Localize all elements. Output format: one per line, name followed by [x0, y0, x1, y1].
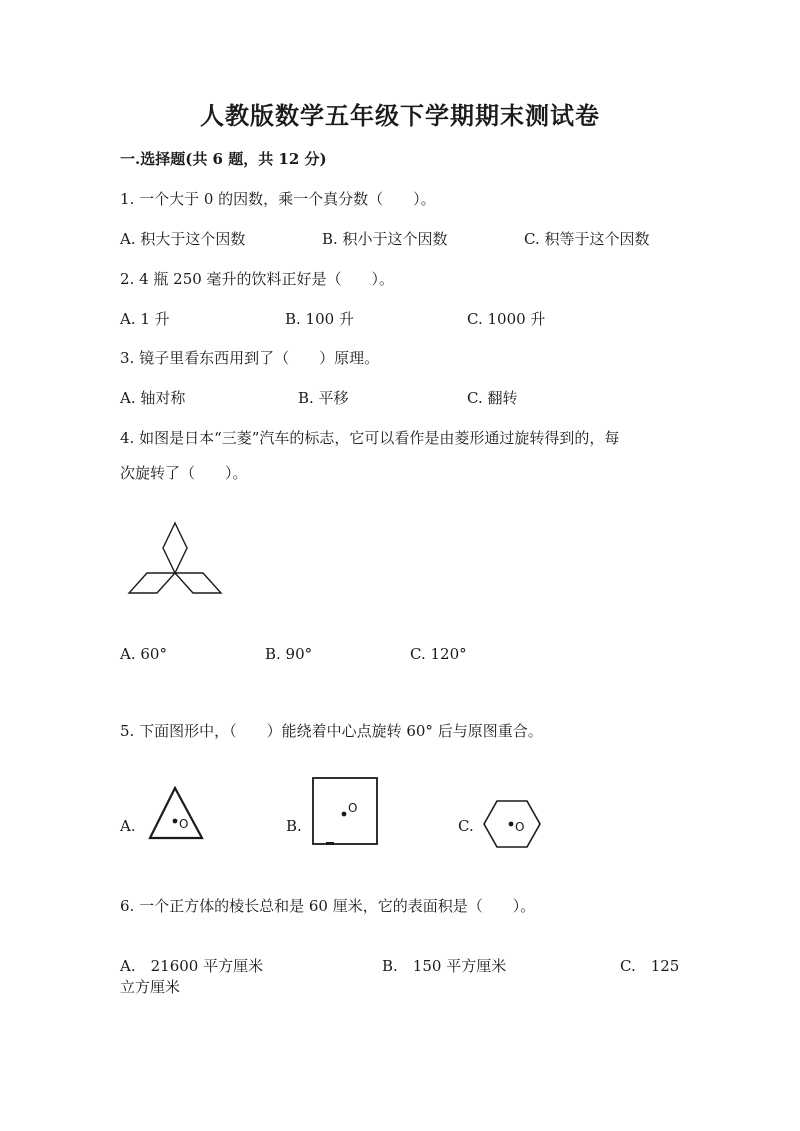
question-6-option-c-wrap: 立方厘米	[120, 978, 181, 996]
square-figure	[310, 775, 380, 847]
question-1-option-b: B. 积小于这个因数	[322, 230, 448, 248]
question-3-option-a: A. 轴对称	[120, 389, 186, 407]
question-5-option-b: B.	[286, 817, 302, 835]
question-2-option-b: B. 100 升	[285, 310, 354, 328]
question-4-stem-line2: 次旋转了（ ）。	[120, 464, 248, 482]
question-2-option-a: A. 1 升	[120, 310, 170, 328]
page-title: 人教版数学五年级下学期期末测试卷	[200, 101, 600, 130]
question-4-stem-line1: 4. 如图是日本“三菱”汽车的标志，它可以看作是由菱形通过旋转得到的，每	[120, 429, 620, 447]
triangle-figure	[146, 785, 206, 841]
figure-c-mark: O	[515, 820, 525, 834]
question-3-stem: 3. 镜子里看东西用到了（ ）原理。	[120, 349, 380, 367]
question-4-option-a: A. 60°	[120, 645, 167, 663]
question-1-option-c: C. 积等于这个因数	[524, 230, 650, 248]
question-6-option-a: A. 21600 平方厘米	[120, 957, 264, 975]
question-5-option-c: C.	[458, 817, 474, 835]
question-2-stem: 2. 4 瓶 250 毫升的饮料正好是（ ）。	[120, 270, 395, 288]
figure-a-mark: O	[179, 817, 189, 831]
question-4-option-b: B. 90°	[265, 645, 313, 663]
question-5-option-a: A.	[120, 817, 136, 835]
question-1-stem: 1. 一个大于 0 的因数，乘一个真分数（ ）。	[120, 190, 436, 208]
question-5-stem: 5. 下面图形中，（ ）能绕着中心点旋转 60° 后与原图重合。	[120, 722, 543, 740]
question-1-option-a: A. 积大于这个因数	[120, 230, 246, 248]
question-3-option-b: B. 平移	[298, 389, 349, 407]
question-6-option-b: B. 150 平方厘米	[382, 957, 507, 975]
section-heading: 一.选择题(共 6 题，共 12 分)	[120, 150, 327, 168]
question-3-option-c: C. 翻转	[467, 389, 518, 407]
question-6-stem: 6. 一个正方体的棱长总和是 60 厘米，它的表面积是（ ）。	[120, 897, 536, 915]
hexagon-figure	[481, 797, 543, 851]
question-4-option-c: C. 120°	[410, 645, 467, 663]
mitsubishi-logo-figure	[125, 520, 225, 600]
question-2-option-c: C. 1000 升	[467, 310, 546, 328]
question-6-option-c: C. 125	[620, 957, 680, 975]
figure-b-mark: O	[348, 801, 358, 815]
